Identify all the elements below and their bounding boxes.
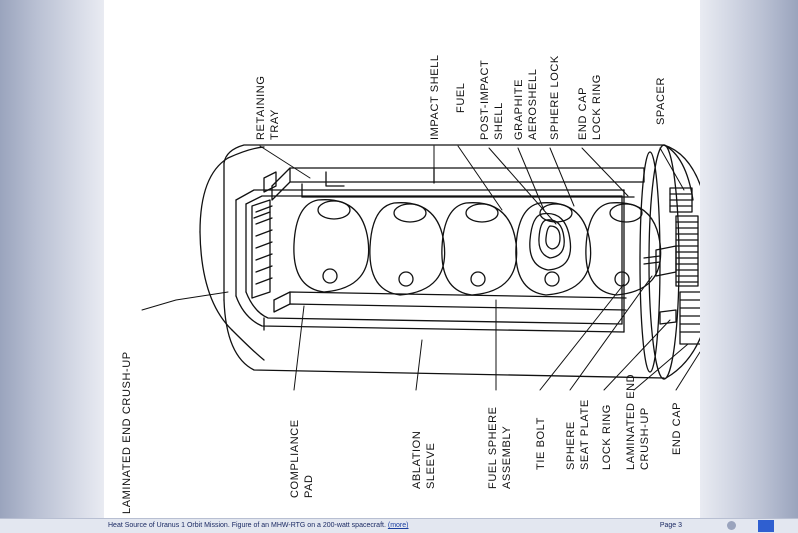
label-fuel-sphere-assembly-line2: ASSEMBLY (501, 425, 513, 489)
label-sphere-seat-plate-line1: SPHERE (565, 421, 577, 470)
label-laminated-end-crush-up-right-line2: CRUSH-UP (639, 407, 651, 470)
label-ablation-sleeve-line2: SLEEVE (425, 442, 437, 489)
label-ablation-sleeve-line1: ABLATION (411, 430, 423, 489)
label-retaining-tray-line1: RETAINING (255, 75, 267, 140)
label-fuel: FUEL (455, 82, 467, 113)
label-sphere-lock: SPHERE LOCK (549, 55, 561, 140)
status-bar (0, 518, 798, 533)
label-end-cap: END CAP (671, 401, 683, 455)
label-fuel-sphere-assembly-line1: FUEL SPHERE (487, 406, 499, 489)
label-impact-shell: IMPACT SHELL (429, 54, 441, 140)
label-laminated-end-crush-up-right-line1: LAMINATED END (625, 373, 637, 470)
page-margin-left (0, 0, 104, 533)
label-spacer: SPACER (655, 76, 667, 125)
label-end-cap-lock-ring-line2: LOCK RING (591, 74, 603, 140)
label-retaining-tray (256, 76, 267, 140)
label-graphite-aeroshell-line1: GRAPHITE (513, 78, 525, 140)
caption-link[interactable]: (more) (387, 522, 409, 529)
status-dot-icon (727, 521, 736, 530)
scroll-thumb[interactable] (758, 520, 774, 532)
label-retaining-tray-line2: TRAY (269, 109, 281, 140)
label-tie-bolt: TIE BOLT (535, 417, 547, 470)
label-sphere-seat-plate-line2: SEAT PLATE (579, 399, 591, 470)
label-post-impact-shell-line1: POST-IMPACT (479, 59, 491, 140)
label-laminated-end-crush-up-left: LAMINATED END CRUSH-UP (121, 351, 133, 514)
technical-diagram (104, 0, 700, 519)
label-compliance-pad-line1: COMPLIANCE (289, 419, 301, 498)
page-indicator: Page 3 (659, 522, 682, 529)
figure-caption: Heat Source of Uranus 1 Orbit Mission. Figure of an MHW-RTG on a 200-watt spacecraft. (more) (108, 522, 409, 529)
page-margin-right (700, 0, 798, 533)
label-graphite-aeroshell-line2: AEROSHELL (527, 68, 539, 140)
label-lock-ring: LOCK RING (601, 404, 613, 470)
label-end-cap-lock-ring-line1: END CAP (577, 86, 589, 140)
label-post-impact-shell-line2: SHELL (493, 102, 505, 140)
label-compliance-pad-line2: PAD (303, 474, 315, 498)
